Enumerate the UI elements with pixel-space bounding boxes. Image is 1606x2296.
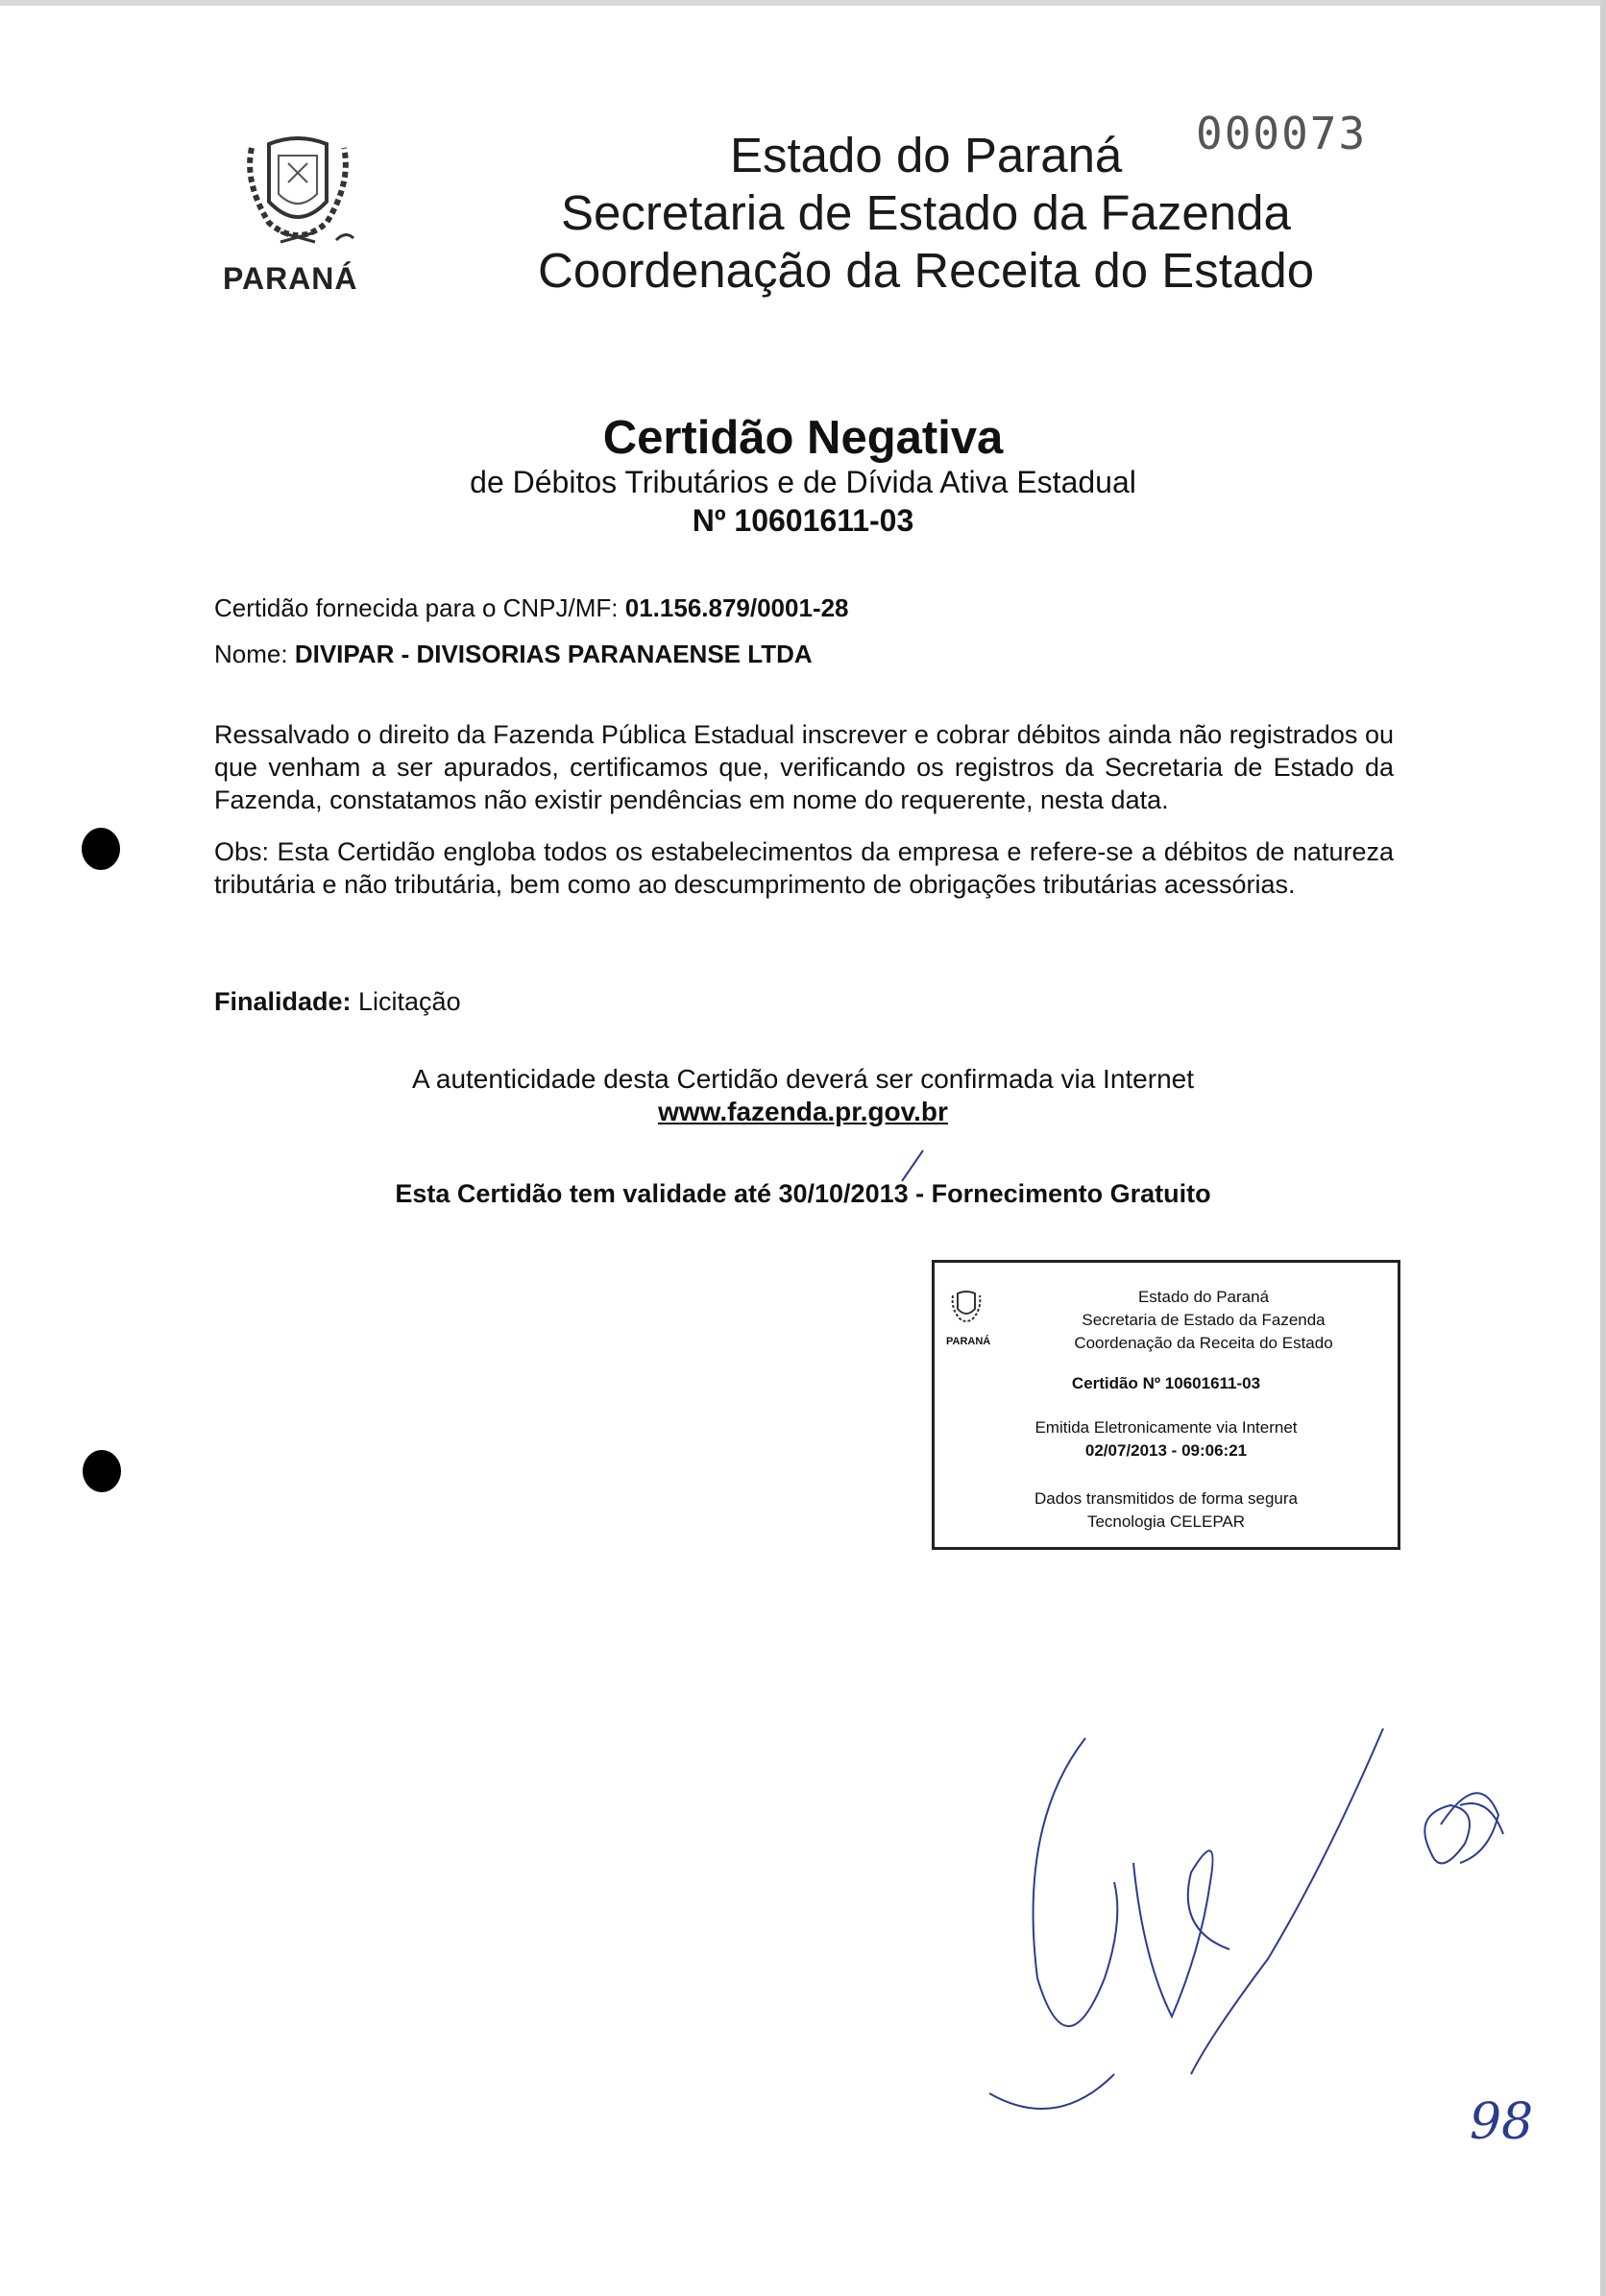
header-state: Estado do Paraná: [730, 128, 1123, 182]
box-crest-label: PARANÁ: [946, 1336, 991, 1347]
box-secretariat: Secretaria de Estado da Fazenda: [1082, 1311, 1326, 1329]
finalidade-value: Licitação: [358, 987, 461, 1016]
certificate-number: Nº 10601611-03: [692, 503, 914, 538]
header-coordination: Coordenação da Receita do Estado: [538, 243, 1315, 298]
name-label: Nome:: [214, 640, 288, 668]
cnpj-line: [214, 593, 849, 623]
authenticity-text: A autenticidade desta Certidão deverá ser confirmada via Internet: [411, 1064, 1195, 1094]
box-coat-of-arms-icon: [950, 1290, 983, 1326]
handwritten-page-mark: 98: [1470, 2093, 1534, 2151]
scan-edge-top: [0, 0, 1606, 6]
box-coordination: Coordenação da Receita do Estado: [1074, 1334, 1333, 1352]
authenticity-link[interactable]: www.fazenda.pr.gov.br: [658, 1097, 948, 1126]
certificate-subtitle: de Débitos Tributários e de Dívida Ativa Estadual: [470, 465, 1136, 499]
authenticity-link-line: [0, 1097, 1606, 1127]
punch-hole: [83, 1450, 121, 1492]
box-technology: Tecnologia CELEPAR: [1086, 1512, 1246, 1531]
pen-mark-icon: [898, 1148, 927, 1183]
header-secretariat: Secretaria de Estado da Fazenda: [561, 185, 1291, 240]
parana-coat-of-arms-icon: [231, 125, 365, 269]
name-value: DIVIPAR - DIVISORIAS PARANAENSE LTDA: [294, 640, 813, 668]
handwritten-signature: [980, 1709, 1575, 2151]
box-certificate-number: Certidão Nº 10601611-03: [1071, 1374, 1261, 1392]
crest-label: PARANÁ: [223, 261, 358, 296]
name-line: [214, 640, 813, 669]
box-state: Estado do Paraná: [1137, 1288, 1270, 1306]
finalidade-label: Finalidade:: [214, 987, 352, 1016]
box-secure-text: Dados transmitidos de forma segura: [1034, 1489, 1299, 1508]
box-emission-text: Emitida Eletronicamente via Internet: [1034, 1418, 1298, 1437]
electronic-issue-box: [932, 1260, 1400, 1550]
certificate-title: Certidão Negativa: [602, 412, 1004, 464]
cnpj-label: Certidão fornecida para o CNPJ/MF:: [214, 593, 619, 622]
document-page-number: 000073: [1196, 108, 1368, 159]
box-emission-datetime: 02/07/2013 - 09:06:21: [1084, 1441, 1248, 1460]
observation-paragraph: Obs: Esta Certidão engloba todos os estabelecimentos da empresa e refere-se a débitos de natureza tributária e não tributária, bem como ao descumprimento de obrigações tributárias acessórias.: [214, 837, 1394, 899]
cnpj-value: 01.156.879/0001-28: [624, 593, 849, 622]
validity-line: Esta Certidão tem validade até 30/10/2013 - Fornecimento Gratuito: [395, 1179, 1211, 1208]
scan-edge-right: [1600, 0, 1606, 2296]
punch-hole: [82, 828, 120, 870]
finalidade-line: [214, 987, 461, 1017]
certification-paragraph: Ressalvado o direito da Fazenda Pública Estadual inscrever e cobrar débitos ainda não registrados ou que venham a ser apurados, certificamos que, verificando os registros da Secretaria de Estado da Fazenda, constatamos não existir pendências em nome do requerente, nesta data.: [214, 720, 1394, 814]
